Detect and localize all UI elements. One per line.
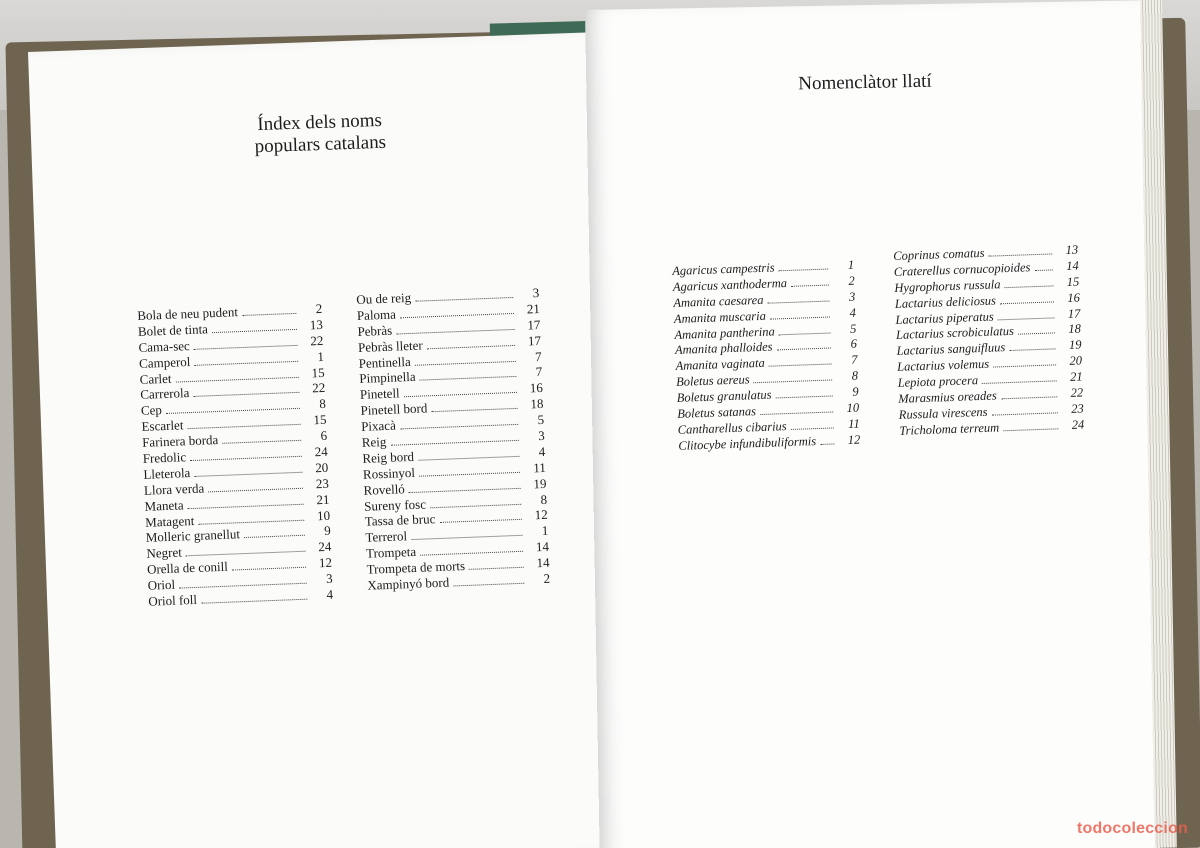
entry-page-number: 7 bbox=[535, 364, 543, 380]
leader-dots bbox=[201, 599, 307, 604]
leader-dots bbox=[768, 300, 830, 303]
leader-dots bbox=[409, 488, 521, 493]
leader-dots bbox=[242, 313, 296, 316]
entry-page-number: 2 bbox=[543, 570, 551, 587]
latin-index-column-1 bbox=[672, 258, 861, 455]
entry-name: Negret bbox=[146, 544, 183, 562]
entry-page-number: 12 bbox=[318, 554, 333, 571]
left-title-line2: populars catalans bbox=[254, 131, 387, 158]
leader-dots bbox=[820, 443, 834, 444]
entry-page-number: 21 bbox=[1069, 369, 1083, 385]
leader-dots bbox=[418, 456, 519, 461]
entry-name: Cep bbox=[140, 402, 163, 419]
entry-page-number: 19 bbox=[533, 475, 547, 492]
entry-page-number: 12 bbox=[534, 507, 548, 523]
entry-page-number: 3 bbox=[537, 427, 545, 444]
leader-dots bbox=[198, 519, 304, 524]
entry-page-number: 21 bbox=[316, 491, 330, 507]
entry-page-number: 23 bbox=[315, 475, 330, 492]
entry-name: Llora verda bbox=[143, 480, 205, 498]
entry-page-number: 24 bbox=[314, 443, 328, 460]
catalan-index-column-2 bbox=[356, 285, 550, 594]
entry-name: Pebràs bbox=[357, 322, 393, 339]
entry-page-number: 13 bbox=[309, 316, 324, 333]
entry-name: Russula virescens bbox=[898, 404, 988, 422]
leader-dots bbox=[754, 380, 833, 384]
entry-name: Craterellus cornucopioides bbox=[893, 260, 1031, 279]
entry-page-number: 18 bbox=[1068, 321, 1082, 337]
entry-name: Farinera borda bbox=[141, 432, 219, 451]
entry-name: Hygrophorus russula bbox=[894, 277, 1001, 295]
entry-name: Amanita pantherina bbox=[674, 324, 775, 342]
entry-name: Tassa de bruc bbox=[364, 511, 436, 530]
leader-dots bbox=[222, 440, 301, 444]
catalan-index-column-1 bbox=[137, 301, 333, 610]
leader-dots bbox=[993, 365, 1056, 368]
entry-name: Lactarius sanguifluus bbox=[896, 340, 1006, 359]
entry-page-number: 3 bbox=[325, 570, 333, 587]
leader-dots bbox=[431, 408, 517, 412]
entry-page-number: 14 bbox=[536, 554, 550, 571]
entry-name: Clitocybe infundibuliformis bbox=[678, 433, 817, 453]
leader-dots bbox=[791, 284, 829, 286]
watermark-logo: todocoleccion bbox=[1076, 820, 1188, 837]
entry-page-number: 1 bbox=[541, 523, 549, 539]
entry-name: Amanita muscaria bbox=[673, 308, 767, 326]
entry-page-number: 16 bbox=[529, 380, 544, 396]
entry-page-number: 3 bbox=[848, 289, 856, 304]
entry-page-number: 22 bbox=[310, 332, 324, 349]
entry-page-number: 10 bbox=[846, 400, 860, 416]
entry-page-number: 4 bbox=[326, 586, 334, 602]
entry-page-number: 4 bbox=[849, 305, 857, 320]
entry-page-number: 7 bbox=[850, 352, 858, 368]
entry-name: Lactarius volemus bbox=[896, 356, 990, 375]
entry-page-number: 9 bbox=[852, 384, 859, 399]
entry-name: Agaricus campestris bbox=[672, 260, 775, 278]
entry-name: Matagent bbox=[144, 512, 195, 530]
entry-name: Boletus granulatus bbox=[676, 387, 772, 406]
entry-page-number: 3 bbox=[532, 284, 540, 301]
entry-page-number: 21 bbox=[526, 300, 541, 317]
entry-page-number: 22 bbox=[311, 380, 326, 396]
leader-dots bbox=[190, 456, 302, 461]
leader-dots bbox=[1018, 333, 1055, 335]
entry-page-number: 24 bbox=[1071, 417, 1085, 432]
leader-dots bbox=[415, 360, 516, 365]
leader-dots bbox=[194, 392, 300, 397]
entry-page-number: 12 bbox=[847, 432, 861, 447]
leader-dots bbox=[769, 364, 832, 367]
leader-dots bbox=[232, 567, 306, 571]
entry-page-number: 8 bbox=[851, 368, 859, 384]
entry-page-number: 14 bbox=[1065, 258, 1079, 273]
entry-name: Agaricus xanthoderma bbox=[672, 275, 788, 294]
entry-name: Terrerol bbox=[365, 528, 408, 546]
leader-dots bbox=[791, 427, 834, 430]
entry-page-number: 15 bbox=[311, 364, 325, 380]
leader-dots bbox=[194, 361, 298, 366]
entry-name: Cama-sec bbox=[138, 337, 191, 355]
leader-dots bbox=[453, 583, 524, 587]
entry-name: Oriol bbox=[147, 576, 176, 593]
entry-page-number: 17 bbox=[527, 332, 542, 349]
entry-name: Pimpinella bbox=[359, 369, 416, 387]
entry-name: Boletus aereus bbox=[675, 372, 750, 390]
leader-dots bbox=[1035, 269, 1053, 271]
entry-page-number: 2 bbox=[848, 273, 855, 288]
entry-name: Rossinyol bbox=[362, 464, 416, 482]
leader-dots bbox=[1005, 285, 1054, 288]
entry-page-number: 22 bbox=[1070, 385, 1084, 400]
entry-name: Amanita caesarea bbox=[673, 292, 764, 310]
entry-name: Coprinus comatus bbox=[893, 245, 985, 263]
leader-dots bbox=[439, 519, 521, 523]
leader-dots bbox=[1000, 301, 1054, 304]
entry-name: Amanita vaginata bbox=[675, 356, 765, 374]
leader-dots bbox=[430, 503, 521, 508]
entry-name: Carrerola bbox=[140, 385, 190, 403]
leader-dots bbox=[420, 376, 517, 381]
leader-dots bbox=[208, 488, 303, 493]
entry-name: Lactarius piperatus bbox=[895, 309, 994, 327]
entry-name: Escarlet bbox=[141, 417, 184, 435]
leader-dots bbox=[992, 412, 1058, 415]
entry-name: Pixacà bbox=[360, 417, 397, 435]
entry-name: Pentinella bbox=[358, 353, 411, 371]
entry-name: Paloma bbox=[356, 306, 397, 323]
entry-name: Lleterola bbox=[143, 464, 191, 482]
leader-dots bbox=[1009, 349, 1055, 352]
entry-page-number: 7 bbox=[534, 348, 542, 364]
entry-page-number: 11 bbox=[533, 459, 547, 476]
entry-page-number: 5 bbox=[849, 321, 857, 336]
leader-dots bbox=[1003, 428, 1058, 431]
entry-page-number: 1 bbox=[317, 348, 325, 364]
entry-name: Lactarius deliciosus bbox=[894, 293, 997, 311]
entry-name: Lepiota procera bbox=[897, 373, 979, 391]
entry-name: Camperol bbox=[138, 353, 191, 371]
entry-page-number: 15 bbox=[313, 412, 327, 428]
leader-dots bbox=[779, 332, 831, 335]
entry-name: Maneta bbox=[144, 497, 184, 514]
entry-page-number: 8 bbox=[540, 491, 548, 507]
leader-dots bbox=[420, 551, 523, 556]
entry-name: Reig bord bbox=[362, 448, 415, 466]
entry-name: Reig bbox=[361, 433, 387, 450]
entry-name: Marasmius oreades bbox=[897, 388, 997, 406]
entry-name: Oriol foll bbox=[147, 591, 198, 609]
right-page-title: Nomenclàtor llatí bbox=[798, 70, 932, 95]
entry-page-number: 19 bbox=[1068, 337, 1082, 353]
leader-dots bbox=[415, 297, 513, 302]
leader-dots bbox=[212, 329, 297, 333]
entry-name: Bolet de tinta bbox=[137, 321, 209, 339]
leader-dots bbox=[427, 345, 515, 349]
entry-page-number: 11 bbox=[847, 416, 860, 431]
entry-name: Boletus satanas bbox=[676, 404, 757, 421]
entry-name: Sureny fosc bbox=[363, 496, 427, 514]
entry-page-number: 6 bbox=[850, 337, 858, 352]
entry-name: Carlet bbox=[139, 370, 172, 387]
entry-name: Rovelló bbox=[363, 480, 406, 498]
entry-name: Pinetell bbox=[359, 385, 400, 403]
leader-dots bbox=[760, 411, 833, 415]
entry-page-number: 20 bbox=[1069, 353, 1083, 369]
entry-name: Fredolic bbox=[142, 449, 187, 466]
entry-name: Molleric granellut bbox=[145, 526, 241, 546]
leader-dots bbox=[194, 472, 302, 477]
entry-page-number: 4 bbox=[538, 443, 546, 460]
leader-dots bbox=[989, 253, 1053, 256]
entry-page-number: 13 bbox=[1065, 242, 1079, 257]
leader-dots bbox=[777, 348, 831, 351]
entry-name: Xampinyó bord bbox=[366, 574, 450, 593]
leader-dots bbox=[419, 472, 520, 477]
entry-page-number: 8 bbox=[319, 396, 327, 412]
entry-name: Trompeta bbox=[365, 544, 417, 562]
entry-page-number: 24 bbox=[318, 539, 332, 555]
entry-page-number: 2 bbox=[315, 300, 323, 317]
entry-name: Cantharellus cibarius bbox=[677, 419, 787, 437]
entry-page-number: 18 bbox=[530, 396, 544, 412]
leader-dots bbox=[194, 345, 298, 350]
entry-page-number: 17 bbox=[1067, 306, 1081, 321]
latin-index-column-2 bbox=[893, 243, 1085, 440]
leader-dots bbox=[982, 380, 1057, 384]
entry-page-number: 15 bbox=[1066, 274, 1080, 289]
leader-dots bbox=[779, 269, 829, 272]
entry-page-number: 14 bbox=[535, 539, 550, 555]
entry-name: Orella de conill bbox=[146, 558, 229, 578]
leader-dots bbox=[469, 567, 524, 570]
entry-name: Pinetell bord bbox=[360, 400, 428, 419]
entry-page-number: 20 bbox=[314, 459, 329, 476]
entry-page-number: 1 bbox=[847, 257, 855, 272]
entry-name: Tricholoma terreum bbox=[899, 420, 1000, 438]
entry-name: Amanita phalloides bbox=[674, 339, 773, 358]
left-title-line1: Índex dels noms bbox=[256, 109, 383, 136]
leader-dots bbox=[770, 316, 830, 319]
entry-name: Ou de reig bbox=[356, 289, 412, 307]
leader-dots bbox=[244, 535, 305, 538]
entry-name: Lactarius scrobiculatus bbox=[895, 324, 1015, 343]
entry-name: Pebràs lleter bbox=[357, 337, 423, 355]
entry-page-number: 23 bbox=[1070, 401, 1084, 416]
entry-name: Trompeta de morts bbox=[366, 558, 466, 577]
entry-name: Bola de neu pudent bbox=[137, 304, 239, 323]
entry-page-number: 9 bbox=[323, 523, 331, 539]
entry-page-number: 10 bbox=[316, 507, 331, 523]
entry-page-number: 16 bbox=[1067, 290, 1081, 305]
leader-dots bbox=[411, 535, 522, 540]
entry-page-number: 5 bbox=[537, 412, 545, 428]
leader-dots bbox=[998, 317, 1055, 320]
entry-page-number: 17 bbox=[527, 316, 541, 333]
leader-dots bbox=[1001, 396, 1058, 399]
leader-dots bbox=[776, 396, 833, 399]
entry-page-number: 6 bbox=[320, 427, 328, 444]
